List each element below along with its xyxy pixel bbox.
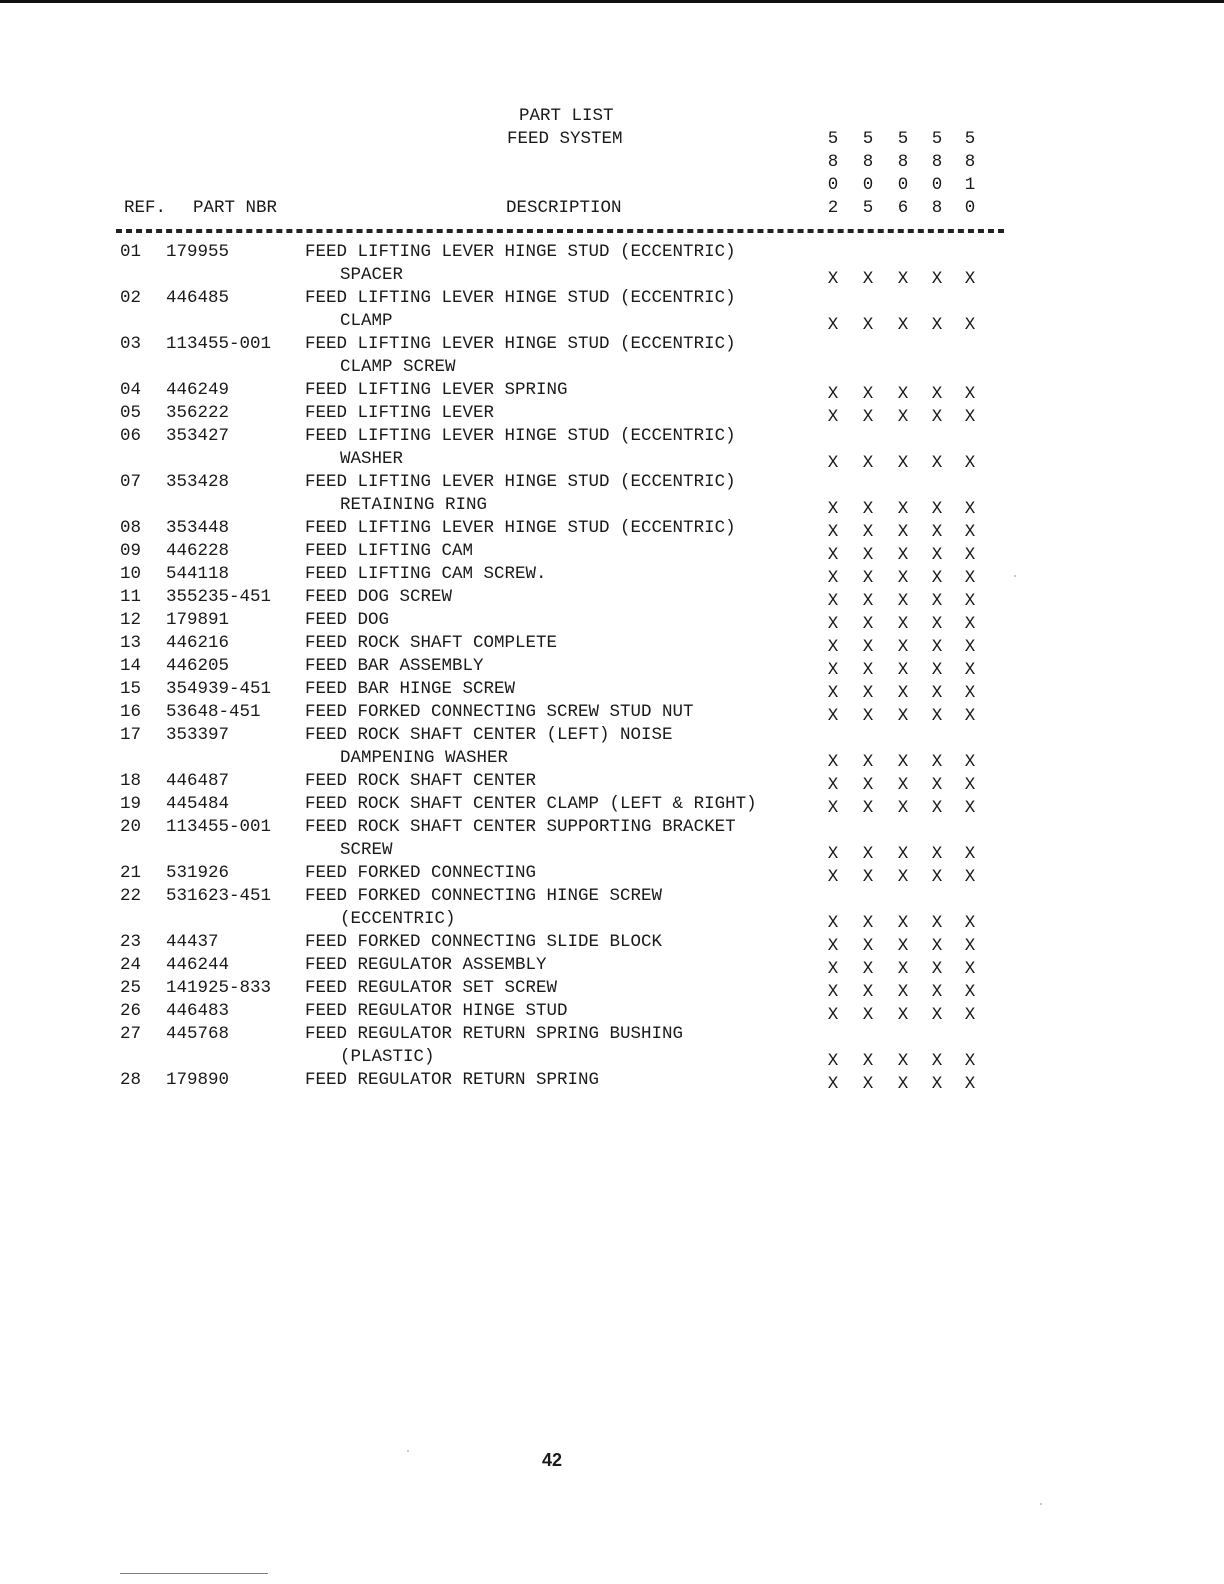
- model-applicability-mark: X: [827, 660, 839, 680]
- model-applicability-mark: X: [862, 913, 874, 933]
- page-subtitle: FEED SYSTEM: [507, 129, 623, 149]
- column-header-part-number: PART NBR: [193, 198, 278, 218]
- model-applicability-mark: X: [827, 1005, 839, 1025]
- model-applicability-mark: X: [931, 384, 943, 404]
- model-digit: 5: [862, 198, 874, 218]
- model-digit: 5: [964, 129, 976, 149]
- part-description: FEED LIFTING LEVER HINGE STUD (ECCENTRIC): [305, 472, 736, 492]
- column-header-ref: REF.: [124, 198, 167, 218]
- model-applicability-mark: X: [862, 269, 874, 289]
- table-row: [0, 793, 1224, 816]
- part-number: 355235-451: [166, 587, 272, 607]
- model-applicability-mark: X: [931, 706, 943, 726]
- part-description: FEED LIFTING LEVER HINGE STUD (ECCENTRIC): [305, 334, 736, 354]
- model-applicability-mark: X: [862, 844, 874, 864]
- model-applicability-mark: X: [827, 315, 839, 335]
- model-applicability-mark: X: [897, 660, 909, 680]
- table-row: [0, 632, 1224, 655]
- table-row: [0, 724, 1224, 772]
- table-row: [0, 977, 1224, 1000]
- part-description: FEED REGULATOR HINGE STUD: [305, 1001, 568, 1021]
- ref-number: 01: [120, 242, 142, 262]
- part-description-continued: CLAMP SCREW: [340, 357, 456, 377]
- model-column-1: [826, 128, 840, 220]
- model-applicability-mark: X: [964, 453, 976, 473]
- part-number: 446249: [166, 380, 230, 400]
- model-applicability-mark: X: [862, 683, 874, 703]
- ref-number: 23: [120, 932, 142, 952]
- model-applicability-mark: X: [827, 522, 839, 542]
- part-description: FEED LIFTING LEVER SPRING: [305, 380, 568, 400]
- model-applicability-mark: X: [862, 1005, 874, 1025]
- header-divider: [116, 229, 1004, 233]
- ref-number: 15: [120, 679, 142, 699]
- table-row: [0, 678, 1224, 701]
- part-description-continued: SPACER: [340, 265, 404, 285]
- model-applicability-mark: X: [862, 522, 874, 542]
- ref-number: 17: [120, 725, 142, 745]
- table-row: [0, 770, 1224, 793]
- ref-number: 08: [120, 518, 142, 538]
- model-applicability-mark: X: [827, 637, 839, 657]
- part-description: FEED REGULATOR SET SCREW: [305, 978, 558, 998]
- model-applicability-mark: X: [931, 591, 943, 611]
- part-number: 179891: [166, 610, 230, 630]
- model-applicability-mark: X: [827, 867, 839, 887]
- ref-number: 18: [120, 771, 142, 791]
- table-row: [0, 1000, 1224, 1023]
- table-row: [0, 655, 1224, 678]
- table-row: [0, 241, 1224, 289]
- part-description: FEED BAR ASSEMBLY: [305, 656, 484, 676]
- model-digit: 6: [897, 198, 909, 218]
- model-applicability-mark: X: [931, 1005, 943, 1025]
- model-applicability-mark: X: [862, 982, 874, 1002]
- part-description: FEED LIFTING CAM: [305, 541, 474, 561]
- model-applicability-mark: X: [897, 683, 909, 703]
- model-applicability-mark: X: [931, 1074, 943, 1094]
- model-applicability-mark: X: [827, 545, 839, 565]
- model-applicability-mark: X: [862, 752, 874, 772]
- model-applicability-mark: X: [931, 844, 943, 864]
- model-applicability-mark: X: [897, 407, 909, 427]
- model-applicability-mark: X: [827, 614, 839, 634]
- table-row: [0, 862, 1224, 885]
- model-applicability-mark: X: [964, 798, 976, 818]
- column-header-description: DESCRIPTION: [506, 198, 622, 218]
- model-applicability-mark: X: [931, 775, 943, 795]
- part-number: 446244: [166, 955, 230, 975]
- ref-number: 27: [120, 1024, 142, 1044]
- part-description-continued: (PLASTIC): [340, 1047, 435, 1067]
- part-description-continued: CLAMP: [340, 311, 393, 331]
- part-description: FEED DOG: [305, 610, 390, 630]
- part-description: FEED LIFTING LEVER HINGE STUD (ECCENTRIC): [305, 242, 736, 262]
- model-columns-header: [826, 128, 986, 224]
- model-applicability-mark: X: [827, 913, 839, 933]
- part-number: 354939-451: [166, 679, 272, 699]
- model-applicability-mark: X: [862, 499, 874, 519]
- model-applicability-mark: X: [897, 591, 909, 611]
- model-digit: 0: [862, 175, 874, 195]
- part-description: FEED LIFTING CAM SCREW.: [305, 564, 547, 584]
- model-applicability-mark: X: [964, 752, 976, 772]
- model-applicability-mark: X: [862, 867, 874, 887]
- part-description-continued: RETAINING RING: [340, 495, 488, 515]
- model-applicability-mark: X: [897, 959, 909, 979]
- table-row: [0, 402, 1224, 425]
- model-digit: 0: [827, 175, 839, 195]
- model-applicability-mark: X: [827, 936, 839, 956]
- table-row: [0, 931, 1224, 954]
- model-digit: 2: [827, 198, 839, 218]
- part-number: 356222: [166, 403, 230, 423]
- model-applicability-mark: X: [862, 637, 874, 657]
- model-applicability-mark: X: [964, 522, 976, 542]
- model-applicability-mark: X: [827, 384, 839, 404]
- part-number: 353448: [166, 518, 230, 538]
- ref-number: 07: [120, 472, 142, 492]
- part-description: FEED REGULATOR RETURN SPRING: [305, 1070, 600, 1090]
- ref-number: 25: [120, 978, 142, 998]
- model-applicability-mark: X: [827, 798, 839, 818]
- part-number: 531623-451: [166, 886, 272, 906]
- part-description: FEED ROCK SHAFT CENTER (LEFT) NOISE: [305, 725, 673, 745]
- model-applicability-mark: X: [931, 499, 943, 519]
- part-number: 353397: [166, 725, 230, 745]
- table-row: [0, 563, 1224, 586]
- ref-number: 03: [120, 334, 142, 354]
- model-applicability-mark: X: [827, 591, 839, 611]
- model-digit: 8: [931, 198, 943, 218]
- model-applicability-mark: X: [931, 936, 943, 956]
- part-number: 445768: [166, 1024, 230, 1044]
- table-row: [0, 954, 1224, 977]
- model-applicability-mark: X: [964, 384, 976, 404]
- model-applicability-mark: X: [931, 959, 943, 979]
- table-row: [0, 287, 1224, 335]
- part-description-continued: SCREW: [340, 840, 393, 860]
- table-row: [0, 1023, 1224, 1071]
- model-applicability-mark: X: [931, 568, 943, 588]
- scan-top-border: [0, 0, 1224, 3]
- part-number: 353428: [166, 472, 230, 492]
- part-number: 445484: [166, 794, 230, 814]
- scan-artifact-line: [120, 1573, 268, 1574]
- part-number: 141925-833: [166, 978, 272, 998]
- model-digit: 8: [964, 152, 976, 172]
- part-description: FEED DOG SCREW: [305, 587, 453, 607]
- model-applicability-mark: X: [931, 683, 943, 703]
- model-applicability-mark: X: [964, 499, 976, 519]
- model-applicability-mark: X: [862, 1051, 874, 1071]
- part-description: FEED FORKED CONNECTING SLIDE BLOCK: [305, 932, 663, 952]
- scan-speck: [1014, 575, 1016, 577]
- model-applicability-mark: X: [931, 637, 943, 657]
- model-applicability-mark: X: [862, 660, 874, 680]
- ref-number: 20: [120, 817, 142, 837]
- ref-number: 02: [120, 288, 142, 308]
- model-applicability-mark: X: [931, 545, 943, 565]
- ref-number: 04: [120, 380, 142, 400]
- model-applicability-mark: X: [827, 752, 839, 772]
- model-applicability-mark: X: [897, 384, 909, 404]
- table-row: [0, 609, 1224, 632]
- model-applicability-mark: X: [931, 752, 943, 772]
- model-applicability-mark: X: [897, 913, 909, 933]
- model-column-4: [930, 128, 944, 220]
- part-number: 179955: [166, 242, 230, 262]
- part-number: 446483: [166, 1001, 230, 1021]
- model-applicability-mark: X: [827, 706, 839, 726]
- model-applicability-mark: X: [897, 499, 909, 519]
- ref-number: 06: [120, 426, 142, 446]
- table-row: [0, 701, 1224, 724]
- model-applicability-mark: X: [897, 568, 909, 588]
- table-row: [0, 1069, 1224, 1092]
- ref-number: 28: [120, 1070, 142, 1090]
- part-number: 113455-001: [166, 817, 272, 837]
- ref-number: 26: [120, 1001, 142, 1021]
- model-digit: 8: [897, 152, 909, 172]
- model-applicability-mark: X: [964, 407, 976, 427]
- ref-number: 12: [120, 610, 142, 630]
- model-applicability-mark: X: [862, 1074, 874, 1094]
- model-applicability-mark: X: [897, 637, 909, 657]
- model-applicability-mark: X: [827, 683, 839, 703]
- model-applicability-mark: X: [964, 545, 976, 565]
- ref-number: 09: [120, 541, 142, 561]
- page-title: PART LIST: [519, 106, 614, 126]
- page-number: 42: [541, 1450, 563, 1470]
- model-applicability-mark: X: [897, 867, 909, 887]
- table-row: [0, 471, 1224, 519]
- part-number: 53648-451: [166, 702, 261, 722]
- part-description: FEED REGULATOR ASSEMBLY: [305, 955, 547, 975]
- part-number: 446487: [166, 771, 230, 791]
- ref-number: 22: [120, 886, 142, 906]
- part-description: FEED ROCK SHAFT CENTER: [305, 771, 537, 791]
- model-digit: 1: [964, 175, 976, 195]
- part-number: 353427: [166, 426, 230, 446]
- part-description: FEED FORKED CONNECTING SCREW STUD NUT: [305, 702, 694, 722]
- part-description: FEED FORKED CONNECTING: [305, 863, 537, 883]
- part-description: FEED BAR HINGE SCREW: [305, 679, 516, 699]
- table-row: [0, 379, 1224, 402]
- part-description: FEED REGULATOR RETURN SPRING BUSHING: [305, 1024, 684, 1044]
- model-applicability-mark: X: [827, 568, 839, 588]
- model-applicability-mark: X: [827, 982, 839, 1002]
- scan-speck: [407, 1450, 409, 1452]
- model-applicability-mark: X: [931, 407, 943, 427]
- model-applicability-mark: X: [897, 798, 909, 818]
- model-applicability-mark: X: [827, 407, 839, 427]
- model-applicability-mark: X: [931, 913, 943, 933]
- model-applicability-mark: X: [827, 959, 839, 979]
- ref-number: 19: [120, 794, 142, 814]
- model-applicability-mark: X: [862, 384, 874, 404]
- model-applicability-mark: X: [964, 982, 976, 1002]
- model-applicability-mark: X: [964, 775, 976, 795]
- model-applicability-mark: X: [897, 982, 909, 1002]
- model-applicability-mark: X: [964, 614, 976, 634]
- ref-number: 05: [120, 403, 142, 423]
- model-applicability-mark: X: [964, 706, 976, 726]
- table-row: [0, 425, 1224, 473]
- model-applicability-mark: X: [897, 844, 909, 864]
- model-applicability-mark: X: [964, 315, 976, 335]
- model-applicability-mark: X: [931, 315, 943, 335]
- model-applicability-mark: X: [931, 982, 943, 1002]
- model-applicability-mark: X: [964, 959, 976, 979]
- part-description-continued: (ECCENTRIC): [340, 909, 456, 929]
- model-applicability-mark: X: [964, 591, 976, 611]
- part-description: FEED LIFTING LEVER: [305, 403, 495, 423]
- ref-number: 11: [120, 587, 142, 607]
- part-description-continued: WASHER: [340, 449, 404, 469]
- model-applicability-mark: X: [897, 453, 909, 473]
- part-number: 44437: [166, 932, 219, 952]
- table-row: [0, 816, 1224, 864]
- model-applicability-mark: X: [897, 522, 909, 542]
- model-applicability-mark: X: [862, 798, 874, 818]
- model-applicability-mark: X: [827, 775, 839, 795]
- model-digit: 0: [931, 175, 943, 195]
- model-applicability-mark: X: [897, 775, 909, 795]
- part-description-continued: DAMPENING WASHER: [340, 748, 509, 768]
- model-applicability-mark: X: [964, 660, 976, 680]
- model-applicability-mark: X: [964, 844, 976, 864]
- part-number: 113455-001: [166, 334, 272, 354]
- model-applicability-mark: X: [964, 867, 976, 887]
- model-digit: 5: [931, 129, 943, 149]
- model-digit: 8: [931, 152, 943, 172]
- model-applicability-mark: X: [964, 269, 976, 289]
- model-applicability-mark: X: [827, 453, 839, 473]
- model-applicability-mark: X: [931, 522, 943, 542]
- model-applicability-mark: X: [897, 706, 909, 726]
- part-description: FEED LIFTING LEVER HINGE STUD (ECCENTRIC): [305, 518, 736, 538]
- model-column-3: [896, 128, 910, 220]
- part-description: FEED ROCK SHAFT CENTER SUPPORTING BRACKET: [305, 817, 736, 837]
- model-applicability-mark: X: [931, 453, 943, 473]
- model-applicability-mark: X: [897, 269, 909, 289]
- model-applicability-mark: X: [897, 1051, 909, 1071]
- model-digit: 8: [827, 152, 839, 172]
- model-applicability-mark: X: [862, 936, 874, 956]
- model-applicability-mark: X: [827, 1051, 839, 1071]
- model-applicability-mark: X: [862, 315, 874, 335]
- ref-number: 10: [120, 564, 142, 584]
- model-applicability-mark: X: [931, 269, 943, 289]
- model-applicability-mark: X: [931, 614, 943, 634]
- part-number: 446228: [166, 541, 230, 561]
- model-applicability-mark: X: [931, 660, 943, 680]
- part-number: 544118: [166, 564, 230, 584]
- ref-number: 21: [120, 863, 142, 883]
- part-description: FEED LIFTING LEVER HINGE STUD (ECCENTRIC): [305, 288, 736, 308]
- model-applicability-mark: X: [897, 315, 909, 335]
- table-row: [0, 540, 1224, 563]
- model-applicability-mark: X: [897, 752, 909, 772]
- model-digit: 8: [862, 152, 874, 172]
- scan-speck: [1040, 1503, 1042, 1505]
- model-applicability-mark: X: [827, 844, 839, 864]
- table-row: [0, 885, 1224, 933]
- model-applicability-mark: X: [862, 407, 874, 427]
- part-description: FEED FORKED CONNECTING HINGE SCREW: [305, 886, 663, 906]
- part-description: FEED LIFTING LEVER HINGE STUD (ECCENTRIC): [305, 426, 736, 446]
- model-applicability-mark: X: [897, 545, 909, 565]
- model-applicability-mark: X: [931, 867, 943, 887]
- model-applicability-mark: X: [862, 775, 874, 795]
- model-applicability-mark: X: [827, 499, 839, 519]
- model-applicability-mark: X: [964, 1051, 976, 1071]
- model-applicability-mark: X: [964, 913, 976, 933]
- model-digit: 5: [897, 129, 909, 149]
- model-applicability-mark: X: [897, 614, 909, 634]
- model-digit: 0: [964, 198, 976, 218]
- ref-number: 13: [120, 633, 142, 653]
- table-row: [0, 517, 1224, 540]
- model-applicability-mark: X: [897, 1074, 909, 1094]
- table-row: [0, 586, 1224, 609]
- model-applicability-mark: X: [964, 1074, 976, 1094]
- model-applicability-mark: X: [964, 1005, 976, 1025]
- table-row: [0, 333, 1224, 377]
- model-applicability-mark: X: [827, 269, 839, 289]
- ref-number: 14: [120, 656, 142, 676]
- model-applicability-mark: X: [827, 1074, 839, 1094]
- model-applicability-mark: X: [862, 453, 874, 473]
- model-applicability-mark: X: [897, 1005, 909, 1025]
- part-number: 446485: [166, 288, 230, 308]
- part-description: FEED ROCK SHAFT COMPLETE: [305, 633, 558, 653]
- model-applicability-mark: X: [862, 568, 874, 588]
- part-description: FEED ROCK SHAFT CENTER CLAMP (LEFT & RIGHT): [305, 794, 757, 814]
- part-number: 446205: [166, 656, 230, 676]
- model-applicability-mark: X: [897, 936, 909, 956]
- part-number: 446216: [166, 633, 230, 653]
- model-digit: 0: [897, 175, 909, 195]
- model-applicability-mark: X: [964, 936, 976, 956]
- model-applicability-mark: X: [862, 706, 874, 726]
- part-number: 531926: [166, 863, 230, 883]
- model-digit: 5: [827, 129, 839, 149]
- model-applicability-mark: X: [862, 614, 874, 634]
- part-number: 179890: [166, 1070, 230, 1090]
- model-applicability-mark: X: [964, 568, 976, 588]
- model-applicability-mark: X: [862, 959, 874, 979]
- ref-number: 24: [120, 955, 142, 975]
- model-applicability-mark: X: [964, 637, 976, 657]
- model-applicability-mark: X: [862, 545, 874, 565]
- model-applicability-mark: X: [931, 1051, 943, 1071]
- model-digit: 5: [862, 129, 874, 149]
- model-column-5: [963, 128, 977, 220]
- ref-number: 16: [120, 702, 142, 722]
- model-column-2: [861, 128, 875, 220]
- model-applicability-mark: X: [931, 798, 943, 818]
- model-applicability-mark: X: [964, 683, 976, 703]
- model-applicability-mark: X: [862, 591, 874, 611]
